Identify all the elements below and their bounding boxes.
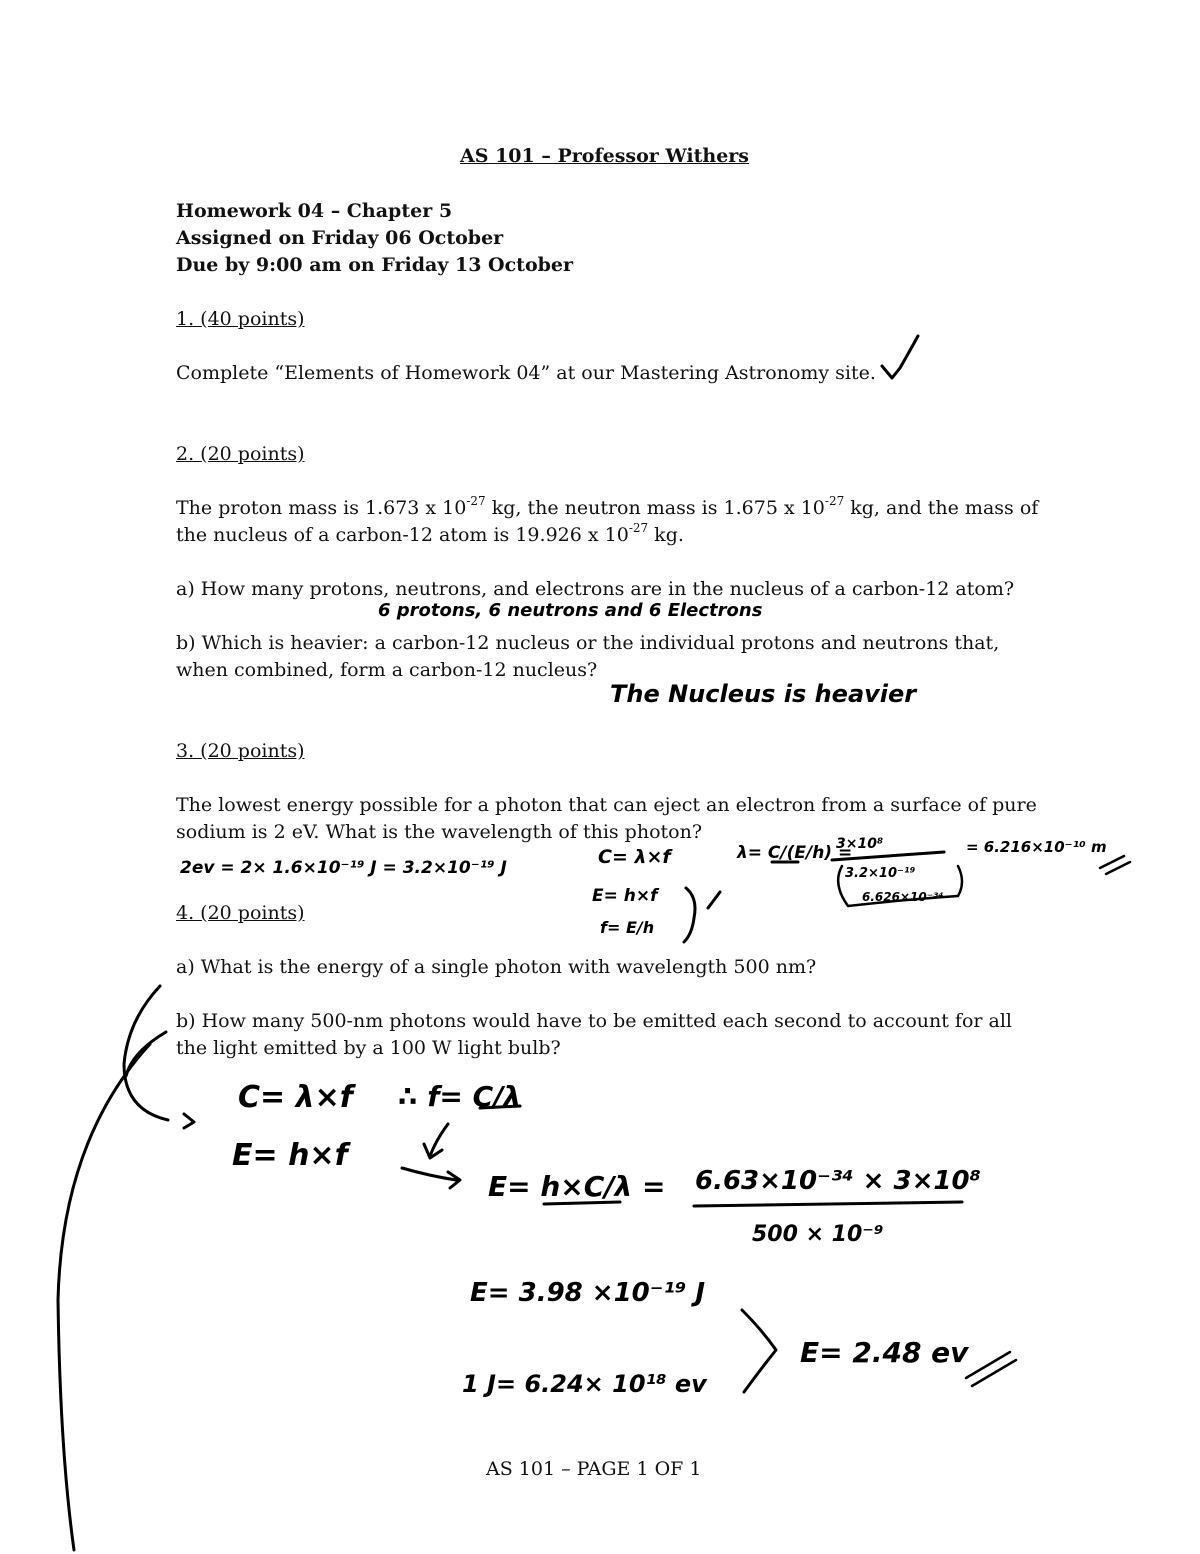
q3-e-formula: E= h×f: [592, 886, 658, 906]
q4-heading: 4. (20 points): [176, 902, 305, 924]
course-title: AS 101 – Professor Withers: [460, 145, 749, 167]
q3-fraction-denominator-1: 3.2×10⁻¹⁹: [845, 866, 916, 881]
q4-numerator: 6.63×10⁻³⁴ × 3×10⁸: [695, 1166, 981, 1196]
q3-f-formula: f= E/h: [600, 918, 655, 937]
q4-f-formula: ∴ f= C/λ: [398, 1080, 522, 1113]
q3-brace-icon: [684, 888, 695, 942]
q4-result-underline-icon: [966, 1352, 1016, 1386]
q3-lambda-formula: λ= C/(E/h) =: [737, 843, 853, 863]
q4-bracket-arrow-icon: [124, 986, 168, 1120]
q2-line2-exp: -27: [628, 520, 649, 535]
q3-result-underline-icon: [1100, 856, 1130, 874]
q1-heading: 1. (40 points): [176, 308, 305, 330]
homework-line: Homework 04 – Chapter 5: [176, 200, 453, 222]
q4-c-formula: C= λ×f: [238, 1080, 353, 1115]
q2-line1-c: kg, and the mass of: [844, 497, 1039, 519]
q3-line1: The lowest energy possible for a photon that can eject an electron from a surface of pure: [176, 794, 1037, 816]
q4-down-arrow-icon: [424, 1124, 448, 1158]
q2-line1-b: kg, the neutron mass is 1.675 x 10: [485, 497, 825, 519]
q4-part-b-line2: the light emitted by a 100 W light bulb?: [176, 1037, 561, 1059]
q3-heading: 3. (20 points): [176, 740, 305, 762]
q3-tick-icon: [708, 892, 720, 908]
q2-line2-a: the nucleus of a carbon-12 atom is 19.926 x 10: [176, 524, 629, 546]
q2-line2: [176, 522, 684, 549]
q2-line1-exp1: -27: [466, 493, 486, 508]
margin-stroke-icon: [58, 1044, 150, 1550]
q4-energy-ev: E= 2.48 ev: [800, 1336, 969, 1369]
q2-heading: 2. (20 points): [176, 443, 305, 465]
q4-main-fraction-line: [694, 1202, 962, 1206]
q4-denominator: 500 × 10⁻⁹: [752, 1222, 884, 1247]
q2-part-a: a) How many protons, neutrons, and electrons are in the nucleus of a carbon-12 atom?: [176, 578, 1015, 600]
checkmark-icon: [882, 336, 918, 378]
q3-result: = 6.216×10⁻¹⁰ m: [966, 838, 1107, 856]
q3-line2: sodium is 2 eV. What is the wavelength of this photon?: [176, 821, 703, 843]
q4-joule-conversion: 1 J= 6.24× 10¹⁸ ev: [462, 1370, 707, 1398]
q2-line1-exp2: -27: [824, 493, 845, 508]
q1-text: Complete “Elements of Homework 04” at our Mastering Astronomy site.: [176, 362, 876, 384]
q2-part-b-line1: b) Which is heavier: a carbon-12 nucleus or the individual protons and neutrons that,: [176, 632, 1000, 654]
q4-angle-brace-icon: [742, 1310, 776, 1392]
q3-fraction-denominator-2: 6.626×10⁻³⁴: [862, 890, 944, 904]
q4-curved-arrow-icon: [402, 1168, 460, 1188]
q3-ev-conversion: 2ev = 2× 1.6×10⁻¹⁹ J = 3.2×10⁻¹⁹ J: [180, 858, 507, 878]
assigned-line: Assigned on Friday 06 October: [176, 227, 504, 249]
q4-part-b-line1: b) How many 500-nm photons would have to be emitted each second to account for all: [176, 1010, 1012, 1032]
q4-part-a: a) What is the energy of a single photon with wavelength 500 nm?: [176, 956, 817, 978]
q4-e-substitution: E= h×C/λ =: [488, 1170, 666, 1203]
q2-answer-a: 6 protons, 6 neutrons and 6 Electrons: [378, 600, 763, 621]
q2-line1: [176, 495, 1038, 522]
q3-c-formula: C= λ×f: [598, 846, 671, 868]
q4-bracket-arrow-upper-icon: [126, 1032, 166, 1076]
q4-e-formula: E= h×f: [232, 1138, 348, 1173]
q4-energy-joule: E= 3.98 ×10⁻¹⁹ J: [470, 1278, 705, 1308]
q4-arrow-head-icon: [184, 1114, 194, 1128]
q2-line1-a: The proton mass is 1.673 x 10: [176, 497, 467, 519]
due-line: Due by 9:00 am on Friday 13 October: [176, 254, 573, 276]
q3-fraction-numerator: 3×10⁸: [836, 836, 884, 852]
q2-part-b-line2: when combined, form a carbon-12 nucleus?: [176, 659, 598, 681]
q2-line2-b: kg.: [648, 524, 684, 546]
page-footer: AS 101 – PAGE 1 OF 1: [486, 1458, 702, 1480]
q2-answer-b: The Nucleus is heavier: [610, 680, 917, 708]
